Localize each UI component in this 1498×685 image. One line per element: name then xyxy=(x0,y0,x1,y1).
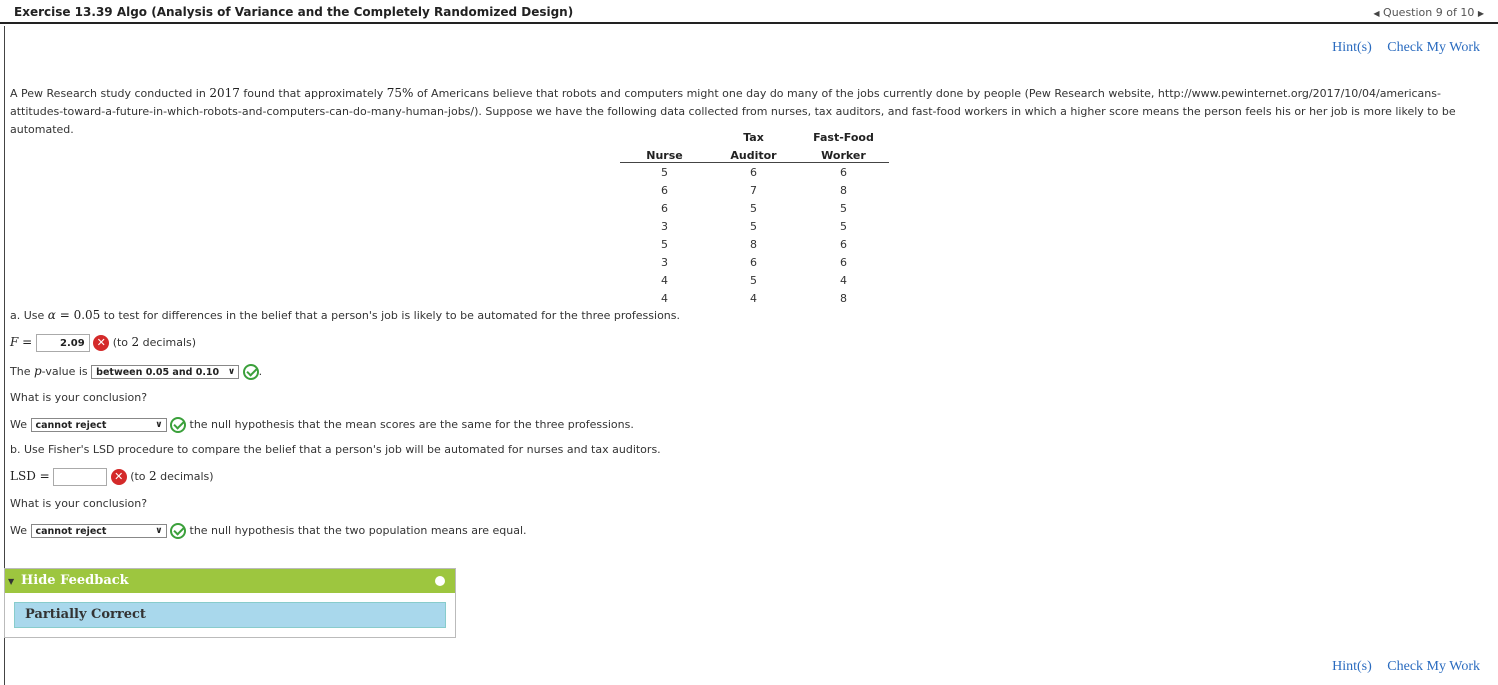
next-question-icon[interactable]: ▶ xyxy=(1477,9,1484,18)
question-counter: Question 9 of 10 xyxy=(1383,6,1475,19)
p-post: -value is xyxy=(41,365,88,378)
part-b-prompt: b. Use Fisher's LSD procedure to compare the belief that a person's job will be automated for nurses and tax auditors. xyxy=(10,443,661,456)
table-cell: 6 xyxy=(840,165,847,179)
f-stat-row xyxy=(10,334,196,352)
dec-post: decimals) xyxy=(139,336,197,349)
intro-percent: 75% xyxy=(386,86,414,100)
p-value-selected: between 0.05 and 0.10 xyxy=(96,367,220,378)
table-cell: 5 xyxy=(840,219,847,233)
intro-text-3: of Americans believe that robots and computers might one day do many of the jobs currently done by people (Pew Research website, http://www.pewinternet.org/2017/10/04/americans-attitudes-toward-a-future-in-which-robots-and-computers-can-do-many-human-jobs/). Suppose we have the following data collected from nurses, tax auditors, and fast-food workers in which a higher score means the person feels his or her job is more likely to be automated. xyxy=(10,87,1456,136)
we-label: We xyxy=(10,418,27,431)
hide-feedback-toggle[interactable] xyxy=(5,569,455,593)
col-header-top-3: Fast-Food xyxy=(813,131,874,144)
incorrect-icon: ✕ xyxy=(93,335,109,351)
hints-link[interactable]: Hint(s) xyxy=(1332,659,1372,674)
p-pre: The xyxy=(10,365,34,378)
correct-icon xyxy=(170,417,186,433)
table-cell: 6 xyxy=(750,255,757,269)
table-row xyxy=(620,289,889,307)
col-header-top-1 xyxy=(620,126,709,144)
conclusion-b-select[interactable] xyxy=(31,524,167,538)
feedback-panel xyxy=(4,568,456,638)
p-symbol: p xyxy=(33,364,42,378)
check-my-work-link[interactable]: Check My Work xyxy=(1387,40,1480,55)
table-cell: 5 xyxy=(750,273,757,287)
hints-link[interactable]: Hint(s) xyxy=(1332,40,1372,55)
lsd-decimals-note xyxy=(130,470,213,483)
dec-post: decimals) xyxy=(156,470,214,483)
intro-text-2: found that approximately xyxy=(239,87,387,100)
table-cell: 7 xyxy=(750,183,757,197)
hide-feedback-label: Hide Feedback xyxy=(21,573,129,588)
table-row xyxy=(620,163,889,182)
dec-pre: (to xyxy=(130,470,150,483)
table-row xyxy=(620,253,889,271)
question-nav xyxy=(1373,6,1484,19)
table-cell: 4 xyxy=(840,273,847,287)
col-header-nurse: Nurse xyxy=(620,144,709,163)
table-cell: 8 xyxy=(750,237,757,251)
table-row xyxy=(620,271,889,289)
chevron-down-icon: ∨ xyxy=(155,526,163,536)
table-cell: 6 xyxy=(750,165,757,179)
table-cell: 6 xyxy=(840,255,847,269)
part-a-prompt xyxy=(10,308,680,322)
feedback-result: Partially Correct xyxy=(14,602,446,628)
table-cell: 8 xyxy=(840,291,847,305)
correct-icon xyxy=(243,364,259,380)
lsd-row xyxy=(10,468,214,486)
p-period: . xyxy=(258,365,263,378)
table-row xyxy=(620,235,889,253)
table-cell: 5 xyxy=(661,165,668,179)
intro-text-1: A Pew Research study conducted in xyxy=(10,87,210,100)
alpha-symbol: α = xyxy=(47,308,74,322)
feedback-status-icon xyxy=(435,576,445,586)
conclusion-a-selected: cannot reject xyxy=(35,420,107,431)
intro-year: 2017 xyxy=(209,86,240,100)
part-b-conclusion-row xyxy=(10,523,527,539)
table-row xyxy=(620,181,889,199)
chevron-down-icon: ∨ xyxy=(155,420,163,430)
f-label: F = xyxy=(10,335,33,349)
table-cell: 5 xyxy=(750,201,757,215)
bottom-links xyxy=(1320,659,1480,675)
table-cell: 3 xyxy=(661,219,668,233)
data-table xyxy=(620,126,889,307)
table-cell: 8 xyxy=(840,183,847,197)
table-row xyxy=(620,217,889,235)
table-cell: 4 xyxy=(661,291,668,305)
table-cell: 5 xyxy=(840,201,847,215)
col-header-auditor: Auditor xyxy=(709,144,798,163)
dec-n: 2 xyxy=(149,469,157,483)
we-label: We xyxy=(10,524,27,537)
exercise-header xyxy=(0,0,1498,24)
conclusion-b-text: the null hypothesis that the two population means are equal. xyxy=(189,524,527,537)
col-header-top-2: Tax xyxy=(743,131,764,144)
part-b-conclusion-question: What is your conclusion? xyxy=(10,497,148,510)
part-a-prefix: a. Use xyxy=(10,309,48,322)
conclusion-b-selected: cannot reject xyxy=(35,526,107,537)
part-a-conclusion-row xyxy=(10,417,634,433)
prev-question-icon[interactable]: ◀ xyxy=(1373,9,1380,18)
table-cell: 6 xyxy=(661,201,668,215)
exercise-title: Exercise 13.39 Algo (Analysis of Variance and the Completely Randomized Design) xyxy=(14,5,574,19)
top-links xyxy=(1320,40,1480,56)
part-a-conclusion-question: What is your conclusion? xyxy=(10,391,148,404)
table-cell: 4 xyxy=(750,291,757,305)
lsd-label: LSD = xyxy=(10,469,50,483)
table-cell: 6 xyxy=(661,183,668,197)
f-value-input[interactable]: 2.09 xyxy=(36,334,90,352)
alpha-value: 0.05 xyxy=(73,308,101,322)
p-value-select[interactable] xyxy=(91,365,239,379)
p-value-row xyxy=(10,364,262,380)
check-my-work-link[interactable]: Check My Work xyxy=(1387,659,1480,674)
table-cell: 6 xyxy=(840,237,847,251)
f-decimals-note xyxy=(113,336,196,349)
table-row xyxy=(620,199,889,217)
table-cell: 3 xyxy=(661,255,668,269)
table-cell: 5 xyxy=(661,237,668,251)
conclusion-a-text: the null hypothesis that the mean scores are the same for the three professions. xyxy=(189,418,634,431)
chevron-down-icon: ∨ xyxy=(227,367,236,377)
lsd-input[interactable] xyxy=(53,468,107,486)
table-cell: 5 xyxy=(750,219,757,233)
part-a-suffix: to test for differences in the belief that a person's job is likely to be automated for the three professions. xyxy=(100,309,680,322)
conclusion-a-select[interactable] xyxy=(31,418,167,432)
correct-icon xyxy=(170,523,186,539)
incorrect-icon: ✕ xyxy=(111,469,127,485)
table-cell: 4 xyxy=(661,273,668,287)
collapse-triangle-icon: ▼ xyxy=(8,576,15,586)
col-header-worker: Worker xyxy=(798,144,889,163)
dec-n: 2 xyxy=(131,335,140,349)
dec-pre: (to xyxy=(112,336,132,349)
